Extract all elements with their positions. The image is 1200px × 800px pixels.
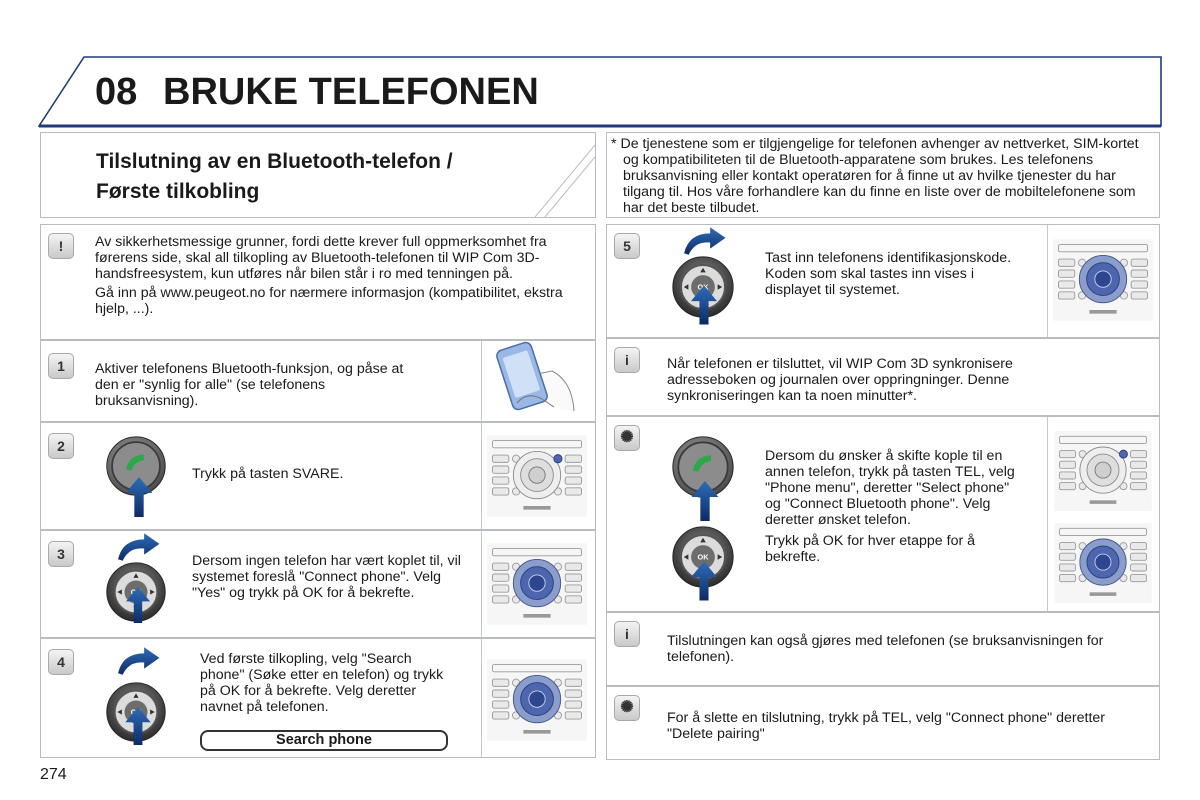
section-title-line1: Tilslutning av en Bluetooth-telefon / xyxy=(96,150,453,173)
tip-box-1 xyxy=(606,416,1160,612)
up-arrow-icon xyxy=(125,477,153,517)
step-5-badge: 5 xyxy=(614,233,640,259)
step-4-image xyxy=(481,639,596,757)
step-3-image xyxy=(481,531,596,637)
step-1-image xyxy=(481,341,596,421)
step-4-text: Ved første tilkopling, velg "Search phone" (Søke etter en telefon) og trykk på OK for å bekrefte. Velg deretter navnet på telefonen. xyxy=(200,651,444,715)
section-title-line2: Første tilkobling xyxy=(96,180,260,203)
control-panel-icon xyxy=(487,435,587,517)
tip-box-2 xyxy=(606,686,1160,760)
step-5-text: Tast inn telefonens identifikasjonskode. Koden som skal tastes inn vises i displayet til systemet. xyxy=(765,250,1012,298)
info-box-1 xyxy=(606,338,1160,416)
curved-arrow-icon xyxy=(115,645,161,677)
corner-fold xyxy=(535,131,595,217)
control-panel-icon xyxy=(1053,523,1153,603)
tip-1-images xyxy=(1047,417,1160,611)
tip-1-paragraph-2: Trykk på OK for hver etappe for å bekrefte. xyxy=(765,533,976,565)
up-arrow-icon xyxy=(125,707,151,745)
tip-icon: ✺ xyxy=(614,425,640,451)
curved-arrow-icon xyxy=(681,225,727,257)
curved-arrow-icon xyxy=(115,531,161,563)
tip-icon: ✺ xyxy=(614,695,640,721)
step-3-badge: 3 xyxy=(48,541,74,567)
warning-box xyxy=(40,224,596,340)
control-panel-icon xyxy=(487,543,587,625)
step-2-box xyxy=(40,422,596,530)
step-4-badge: 4 xyxy=(48,649,74,675)
control-panel-icon xyxy=(487,659,587,741)
step-1-box xyxy=(40,340,596,422)
step-1-badge: 1 xyxy=(48,353,74,379)
page-title: BRUKE TELEFONEN xyxy=(163,71,539,113)
up-arrow-icon xyxy=(691,561,717,601)
warning-text xyxy=(95,234,585,317)
step-2-badge: 2 xyxy=(48,433,74,459)
tip-1-paragraph-1: Dersom du ønsker å skifte kople til en annen telefon, trykk på tasten TEL, velg "Phone menu", deretter "Select phone" og "Connect Bluetooth phone". Velg deretter ønsket telefon. xyxy=(765,448,1015,528)
step-2-text: Trykk på tasten SVARE. xyxy=(192,466,344,482)
info-text-2: Tilslutningen kan også gjøres med telefonen (se bruksanvisningen for telefonen). xyxy=(667,633,1104,665)
phone-in-hand-icon xyxy=(482,341,597,421)
step-2-image xyxy=(481,423,596,529)
warning-icon: ! xyxy=(48,233,74,259)
chapter-number: 08 xyxy=(95,71,138,113)
tip-text-2: For å slette en tilslutning, trykk på TEL, velg "Connect phone" deretter "Delete pairing" xyxy=(667,710,1106,742)
footnote-text: * De tjenestene som er tilgjengelige for telefonen avhenger av nettverket, SIM-kortet og kompatibiliteten til de Bluetooth-apparatene som brukes. Les telefonens bruksanvisning eller kontakt operatøren for å finne ut av hvilke tjenester du har tilgang til. Hos våre forhandlere kan du finne en liste over de mobiltelefonene som har det beste tilbudet. xyxy=(611,136,1139,216)
info-icon: i xyxy=(614,347,640,373)
control-panel-icon xyxy=(1053,431,1153,511)
up-arrow-icon xyxy=(691,481,719,521)
step-5-image xyxy=(1047,225,1160,337)
section-title-box xyxy=(40,132,596,218)
info-icon: i xyxy=(614,621,640,647)
step-3-text: Dersom ingen telefon har vært koplet til, vil systemet foreslå "Connect phone". Velg "Yes" og trykk på OK for å bekrefte. xyxy=(192,553,461,601)
tip-text-1 xyxy=(765,448,1025,565)
page-number: 274 xyxy=(40,766,67,783)
warning-paragraph-1: Av sikkerhetsmessige grunner, fordi dette krever full oppmerksomhet fra førerens side, skal all tilkopling av Bluetooth-telefonen til WIP Com 3D-handsfreesystem, kun utføres når bilen står i ro med tenningen på. xyxy=(95,234,547,282)
search-phone-button[interactable]: Search phone xyxy=(200,730,448,751)
info-box-2 xyxy=(606,612,1160,686)
step-1-text: Aktiver telefonens Bluetooth-funksjon, og påse at den er "synlig for alle" (se telefonens bruksanvisning). xyxy=(95,361,404,409)
warning-paragraph-2: Gå inn på www.peugeot.no for nærmere informasjon (kompatibilitet, ekstra hjelp, ...). xyxy=(95,285,563,317)
section-title xyxy=(96,147,453,207)
step-5-box xyxy=(606,224,1160,338)
step-4-box xyxy=(40,638,596,758)
up-arrow-icon xyxy=(125,587,151,623)
info-text-1: Når telefonen er tilsluttet, vil WIP Com 3D synkronisere adresseboken og journalen over oppringninger. Denne synkroniseringen kan ta noen minutter*. xyxy=(667,356,1013,404)
step-3-box xyxy=(40,530,596,638)
control-panel-icon xyxy=(1053,239,1153,321)
up-arrow-icon xyxy=(691,285,717,325)
